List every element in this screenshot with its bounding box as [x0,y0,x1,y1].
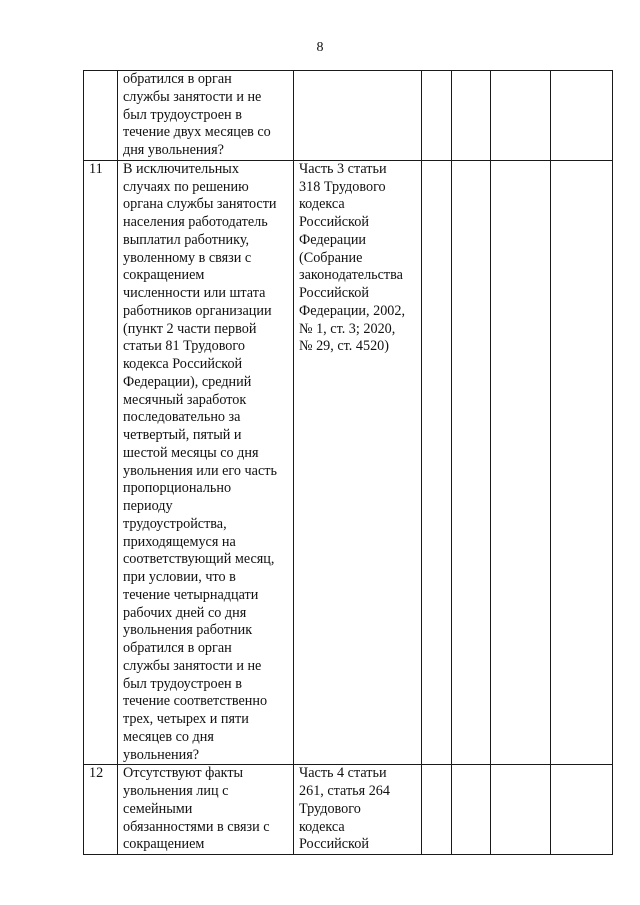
notes-cell [551,160,613,765]
legal-reference-cell: Часть 3 статьи 318 Трудового кодекса Российской Федерации (Собрание законодательства Российской Федерации, 2002, № 1, ст. 3; 2020, № 29, ст. 4520) [294,160,422,765]
answer-no-cell [452,71,491,161]
answer-no-cell [452,160,491,765]
answer-yes-cell [422,71,452,161]
table-row [84,71,613,161]
question-cell: В исключительных случаях по решению органа службы занятости населения работодатель выплатил работнику, уволенному в связи с сокращением численности или штата работников организации (пункт 2 части первой статьи 81 Трудового кодекса Российской Федерации), средний месячный заработок последовательно за четвертый, пятый и шестой месяцы со дня увольнения или его часть пропорционально периоду трудоустройства, приходящемуся на соответствующий месяц, при условии, что в течение четырнадцати рабочих дней со дня увольнения работник обратился в орган службы занятости и не был трудоустроен в течение соответственно трех, четырех и пяти месяцев со дня увольнения? [118,160,294,765]
question-cell: обратился в орган службы занятости и не был трудоустроен в течение двух месяцев со дня увольнения? [118,71,294,161]
notes-cell [551,71,613,161]
legal-reference-cell [294,71,422,161]
requirements-table [83,70,613,855]
table-row [84,765,613,855]
answer-not-applicable-cell [491,160,551,765]
notes-cell [551,765,613,855]
page-number: 8 [316,40,324,55]
answer-not-applicable-cell [491,765,551,855]
question-cell: Отсутствуют факты увольнения лиц с семейными обязанностями в связи с сокращением [118,765,294,855]
answer-not-applicable-cell [491,71,551,161]
row-number-cell: 11 [84,160,118,765]
answer-yes-cell [422,160,452,765]
row-number-cell [84,71,118,161]
answer-yes-cell [422,765,452,855]
table-row [84,160,613,765]
legal-reference-cell: Часть 4 статьи 261, статья 264 Трудового кодекса Российской [294,765,422,855]
answer-no-cell [452,765,491,855]
row-number-cell: 12 [84,765,118,855]
